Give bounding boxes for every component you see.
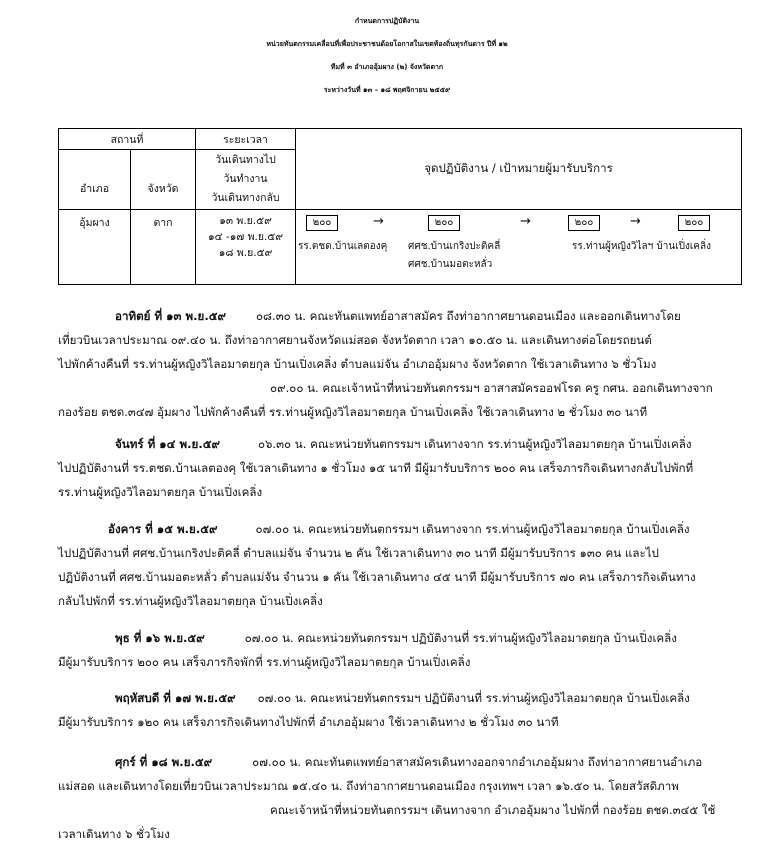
schedule-table (58, 128, 742, 285)
document-header (0, 10, 774, 102)
day-1-line-2: เที่ยวบินเวลาประมาณ ๐๙.๔๐ น. ถึงท่าอากาศยานจังหวัดแม่สอด จังหวัดตาก เวลา ๑๐.๕๐ น. และเดินทางต่อโดยรถยนต์ (58, 333, 652, 347)
service-flow (296, 210, 741, 284)
row-flow (296, 210, 742, 285)
point-label-1: รร.ตชด.บ้านเลตองคุ (298, 241, 388, 252)
day-6-date: ศุกร์ ที่ ๑๘ พ.ย.๕๙ (115, 755, 213, 769)
day-6-section (58, 750, 748, 846)
row-dates (196, 210, 296, 285)
row-province: ตาก (131, 210, 196, 285)
target-box-3: ๒๐๐ (568, 215, 600, 231)
day-1-line-4: ๐๙.๐๐ น. คณะเจ้าหน้าที่หน่วยทันตกรรมฯ อาสาสมัครออฟโรด ครู กศน. ออกเดินทางจาก (270, 381, 713, 395)
duration-subheaders (196, 150, 296, 210)
day-5-line-1: ๐๗.๐๐ น. คณะหน่วยทันตกรรมฯ ปฏิบัติงานที่ รร.ท่านผู้หญิงวิไลอมาตยกุล บ้านเปิ่งเคลิ่ง (257, 691, 690, 705)
duration-sub-return: วันเดินทางกลับ (211, 192, 280, 204)
arrow-icon: → (630, 214, 641, 229)
day-2-date: จันทร์ ที่ ๑๔ พ.ย.๕๙ (115, 437, 220, 451)
arrow-icon: → (373, 214, 384, 229)
day-3-line-1: ๐๗.๐๐ น. คณะหน่วยทันตกรรมฯ เดินทางจาก รร.ท่านผู้หญิงวิไลอมาตยกุล บ้านเปิ่งเคลิ่ง (255, 522, 690, 536)
day-1-line-1: ๐๘.๓๐ น. คณะทันตแพทย์อาสาสมัคร ถึงท่าอากาศยานดอนเมือง และออกเดินทางโดย (255, 309, 681, 323)
day-4-line-2: มีผู้มารับบริการ ๒๐๐ คน เสร็จภารกิจพักที่ รร.ท่านผู้หญิงวิไลอมาตยกุล บ้านเปิ่งเคลิ่ง (58, 655, 471, 669)
day-2-section (58, 432, 748, 504)
day-6-line-1: ๐๗.๐๐ น. คณะทันตแพทย์อาสาสมัครเดินทางออกจากอำเภออุ้มผาง ถึงท่าอากาศยานอำเภอ (252, 755, 703, 769)
day-6-line-3: คณะเจ้าหน้าที่หน่วยทันตกรรมฯ เดินทางจาก อำเภออุ้มผาง ไปพักที่ กองร้อย ตชด.๓๔๕ ใช้ (270, 803, 716, 817)
arrow-icon: → (520, 214, 531, 229)
day-4-date: พุธ ที่ ๑๖ พ.ย.๕๙ (115, 631, 205, 645)
point-label-2: ศศช.บ้านเกริงปะติคลี่ (408, 241, 501, 252)
day-5-section (58, 686, 748, 734)
day-4-section (58, 626, 748, 674)
col-target-header: จุดปฏิบัติงาน / เป้าหมายผู้มารับบริการ (296, 129, 742, 210)
duration-sub-work: วันทำงาน (223, 173, 268, 185)
row-date-depart: ๑๓ พ.ย.๕๙ (219, 215, 272, 227)
day-1-section (58, 304, 748, 424)
doc-subtitle: หน่วยทันตกรรมเคลื่อนที่เพื่อประชาชนด้อยโอกาสในเขตท้องถิ่นทุรกันดาร ปีที่ ๑๒ (266, 40, 508, 48)
col-duration-header: ระยะเวลา (196, 129, 296, 150)
row-date-return: ๑๘ พ.ย.๕๙ (218, 247, 273, 259)
row-district: อุ้มผาง (59, 210, 131, 285)
target-box-1: ๒๐๐ (306, 215, 338, 231)
row-date-work: ๑๔ -๑๗ พ.ย.๕๙ (208, 231, 284, 243)
doc-dates: ระหว่างวันที่ ๑๓ – ๑๘ พฤศจิกายน ๒๕๕๙ (323, 86, 451, 94)
day-5-line-2: มีผู้มารับบริการ ๑๒๐ คน เสร็จภารกิจเดินทางไปพักที่ อำเภออุ้มผาง ใช้เวลาเดินทาง ๒ ชั่วโมง ๓๐ นาที (58, 715, 559, 729)
day-1-date: อาทิตย์ ที่ ๑๓ พ.ย.๕๙ (115, 309, 226, 323)
col-place-header: สถานที่ (59, 129, 196, 150)
day-6-line-4: เวลาเดินทาง ๖ ชั่วโมง (58, 827, 170, 841)
col-province-header: จังหวัด (131, 150, 196, 210)
col-district-header: อำเภอ (59, 150, 131, 210)
day-3-line-3: ปฏิบัติงานที่ ศศช.บ้านมอตะหลั่ว ตำบลแม่จัน จำนวน ๑ คัน ใช้เวลาเดินทาง ๔๕ นาที มีผู้มารับบริการ ๗๐ คน เสร็จภารกิจเดินทาง (58, 570, 696, 584)
target-box-4: ๒๐๐ (678, 215, 710, 231)
doc-team: ทีมที่ ๓ อำเภออุ้มผาง (๒) จังหวัดตาก (330, 63, 444, 71)
day-3-line-4: กลับไปพักที่ รร.ท่านผู้หญิงวิไลอมาตยกุล บ้านเปิ่งเคลิ่ง (58, 594, 323, 608)
point-label-3: รร.ท่านผู้หญิงวิไลฯ บ้านเปิ่งเคลิ่ง (572, 241, 711, 252)
day-3-date: อังคาร ที่ ๑๕ พ.ย.๕๙ (108, 522, 218, 536)
day-2-line-1: ๐๖.๓๐ น. คณะหน่วยทันตกรรมฯ เดินทางจาก รร.ท่านผู้หญิงวิไลอมาตยกุล บ้านเปิ่งเคลิ่ง (257, 437, 692, 451)
day-3-section (58, 517, 748, 613)
day-1-line-3: ไปพักค้างคืนที่ รร.ท่านผู้หญิงวิไลอมาตยกุล บ้านเปิ่งเคลิ่ง ตำบลแม่จัน อำเภออุ้มผาง จังหวัดตาก ใช้เวลาเดินทาง ๖ ชั่วโมง (58, 357, 657, 371)
day-1-line-5: กองร้อย ตชด.๓๔๗ อุ้มผาง ไปพักค้างคืนที่ รร.ท่านผู้หญิงวิไลอมาตยกุล บ้านเปิ่งเคลิ่ง ใช้เวลาเดินทาง ๒ ชั่วโมง ๓๐ นาที (58, 405, 648, 419)
doc-title: กำหนดการปฏิบัติงาน (354, 17, 420, 25)
day-2-line-3: รร.ท่านผู้หญิงวิไลอมาตยกุล บ้านเปิ่งเคลิ่ง (58, 485, 263, 499)
target-box-2: ๒๐๐ (428, 215, 460, 231)
day-5-date: พฤหัสบดี ที่ ๑๗ พ.ย.๕๙ (115, 691, 236, 705)
day-3-line-2: ไปปฏิบัติงานที่ ศศช.บ้านเกริงปะติคลี่ ตำบลแม่จัน จำนวน ๒ คัน ใช้เวลาเดินทาง ๓๐ นาที มีผู้มารับบริการ ๑๓๐ คน และไป (58, 546, 659, 560)
duration-sub-depart: วันเดินทางไป (215, 154, 276, 166)
day-2-line-2: ไปปฏิบัติงานที่ รร.ตชด.บ้านเลตองคุ ใช้เวลาเดินทาง ๑ ชั่วโมง ๑๕ นาที มีผู้มารับบริการ ๒๐๐ คน เสร็จภารกิจเดินทางกลับไปพักที่ (58, 461, 694, 475)
day-6-line-2: แม่สอด และเดินทางโดยเที่ยวบินเวลาประมาณ ๑๕.๔๐ น. ถึงท่าอากาศยานดอนเมือง กรุงเทพฯ เวลา ๑๖.๕๐ น. โดยสวัสดิภาพ (58, 779, 679, 793)
day-4-line-1: ๐๗.๐๐ น. คณะหน่วยทันตกรรมฯ ปฏิบัติงานที่ รร.ท่านผู้หญิงวิไลอมาตยกุล บ้านเปิ่งเคลิ่ง (244, 631, 677, 645)
point-label-extra: ศศช.บ้านมอตะหลั่ว (408, 259, 493, 270)
